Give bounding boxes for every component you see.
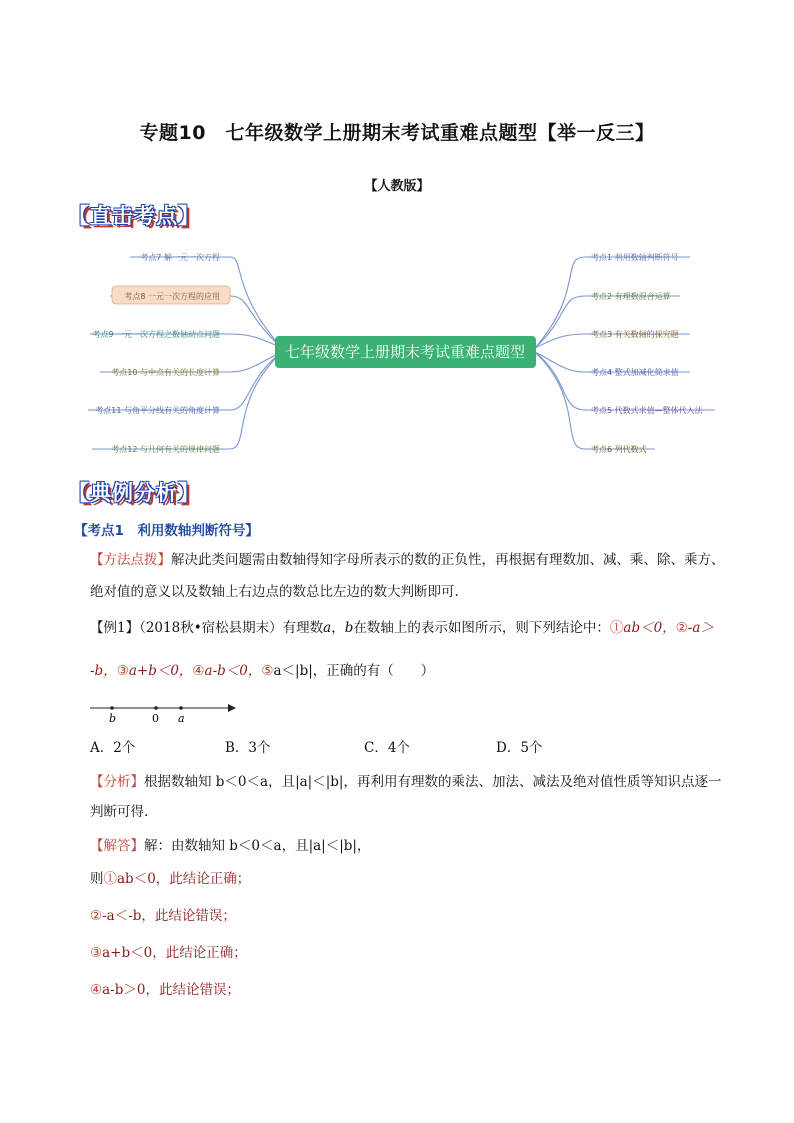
- method-paragraph: [90, 545, 730, 575]
- edition-label: 【人教版】: [364, 179, 430, 194]
- conclusion-2: -a＞: [687, 620, 714, 636]
- mind-map-right-item: 考点3 有关数轴的探究题: [591, 330, 679, 339]
- number-line-arrow: [228, 704, 236, 712]
- analysis-tag: 【分析】: [90, 774, 144, 790]
- example-tag: 【例1】: [90, 620, 140, 636]
- point-a: [179, 706, 183, 710]
- analysis-line1: [90, 767, 730, 797]
- mind-map-right-item: 考点2 有理数混合运算: [591, 292, 671, 301]
- circle-4: ④: [192, 663, 205, 679]
- mind-map-right-item: 考点1 利用数轴判断符号: [591, 253, 679, 262]
- analysis-line2: [90, 797, 730, 827]
- var-b: b: [344, 620, 354, 636]
- mind-map-left-item: 考点8 一元一次方程的应用: [124, 292, 220, 301]
- number-line-figure: [88, 700, 248, 730]
- answer-step-1: [90, 864, 730, 894]
- circle-4: ④: [90, 982, 103, 998]
- answer-s3: a+b＜0，此结论正确；: [102, 945, 247, 961]
- label-a: a: [178, 712, 185, 725]
- choice-d[interactable]: D．5个: [496, 740, 543, 756]
- mind-map-left-item: 考点11 与角平分线有关的角度计算: [95, 406, 220, 415]
- mind-map-left-item: 考点10 与中点有关的长度计算: [111, 368, 220, 377]
- conclusion-1: ab＜0，: [623, 620, 676, 636]
- choices: [90, 736, 730, 760]
- comma: ，: [331, 620, 345, 636]
- mind-map-right-item: 考点5 代数式求值—整体代入法: [591, 406, 703, 415]
- mind-map-right-item: 考点6 列代数式: [591, 445, 647, 454]
- mind-map: [0, 230, 794, 470]
- point-zero: [154, 706, 158, 710]
- answer-s2: -a＜-b，此结论错误；: [102, 908, 236, 924]
- point-b: [110, 706, 114, 710]
- mind-map-left-item: 考点7 解一元一次方程: [140, 253, 220, 262]
- analysis-text2: 判断可得.: [90, 804, 149, 820]
- section-examples-heading: 【典例分析】: [68, 481, 200, 505]
- answer-then: 则: [90, 871, 104, 887]
- mind-map-left-item: 考点12 与几何有关的规律问题: [111, 445, 220, 454]
- answer-step-2: [90, 901, 730, 931]
- method-paragraph-cont: [90, 577, 730, 607]
- page-title: 专题10 七年级数学上册期末考试重难点题型【举一反三】: [139, 122, 655, 144]
- circle-1: ①: [103, 871, 117, 887]
- example-line1: [90, 613, 740, 643]
- example-line2: [90, 656, 730, 686]
- answer-s1: ab＜0，此结论正确；: [117, 871, 251, 887]
- circle-5: ⑤: [261, 663, 274, 679]
- circle-1: ①: [609, 620, 624, 636]
- method-text-line1: 解决此类问题需由数轴得知字母所表示的数的正负性，再根据有理数加、减、乘、除、乘方、: [171, 552, 725, 568]
- label-b: b: [109, 712, 117, 725]
- label-zero: 0: [152, 712, 159, 725]
- var-a: a: [323, 620, 332, 636]
- circle-3: ③: [116, 663, 129, 679]
- analysis-text1: 根据数轴知 b＜0＜a，且|a|＜|b|，再利用有理数的乘法、加法、减法及绝对值性质等知识点逐一: [144, 774, 722, 790]
- answer-intro: 解：由数轴知 b＜0＜a，且|a|＜|b|，: [144, 838, 371, 854]
- mind-map-left-item: 考点9 一元一次方程之数轴动点问题: [92, 330, 220, 339]
- conclusion-2-cont: -b，: [90, 663, 117, 679]
- mind-map-center-label: 七年级数学上册期末考试重难点题型: [284, 343, 526, 361]
- choice-b[interactable]: B．3个: [225, 740, 271, 756]
- choice-a[interactable]: A．2个: [90, 740, 136, 756]
- choice-c[interactable]: C．4个: [364, 740, 410, 756]
- example-mid: 在数轴上的表示如图所示，则下列结论中：: [353, 620, 610, 636]
- circle-2: ②: [90, 908, 103, 924]
- answer-tag: 【解答】: [90, 838, 144, 854]
- answer-s4: a-b＞0，此结论错误；: [102, 982, 240, 998]
- conclusion-3: a+b＜0，: [128, 663, 193, 679]
- circle-3: ③: [90, 945, 103, 961]
- answer-step-3: [90, 938, 730, 968]
- section-direct-heading: 【直击考点】: [68, 204, 200, 228]
- kp1-title: 【考点1 利用数轴判断符号】: [74, 523, 259, 539]
- method-text-line2: 绝对值的意义以及数轴上右边点的数总比左边的数大判断即可.: [90, 584, 459, 600]
- answer-step-4: [90, 975, 730, 1005]
- answer-intro-line: [90, 831, 730, 861]
- conclusion-4: a-b＜0，: [204, 663, 262, 679]
- mind-map-right-item: 考点4 整式加减化简求值: [591, 368, 679, 377]
- conclusion-5: a＜|b|，正确的有（ ）: [273, 663, 435, 679]
- example-source: （2018秋•宿松县期末）有理数: [139, 620, 324, 636]
- circle-2: ②: [675, 620, 688, 636]
- method-tag: 【方法点拨】: [90, 552, 171, 568]
